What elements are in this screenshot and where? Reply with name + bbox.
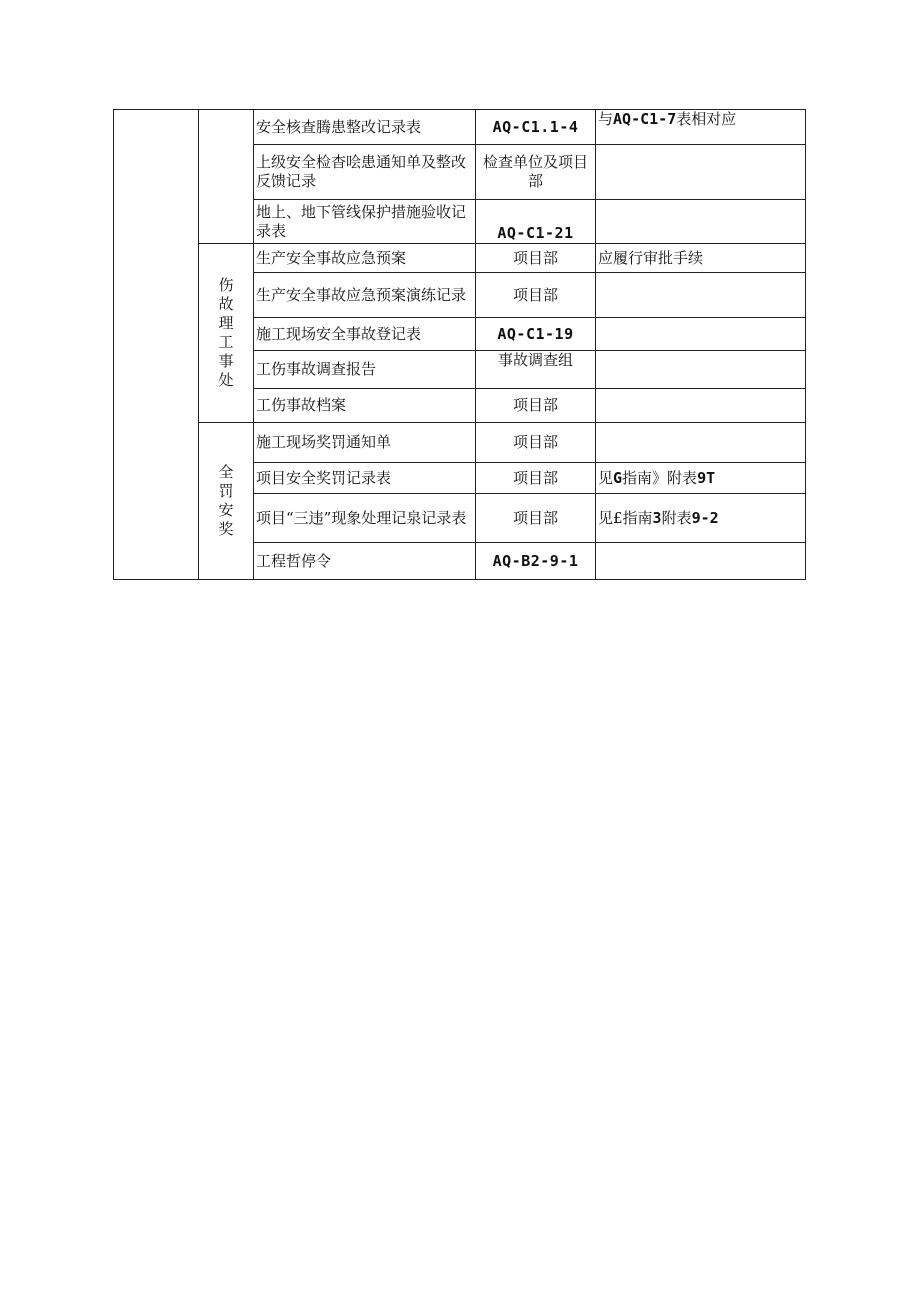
record-code bbox=[476, 318, 596, 351]
note-middle: 附表 bbox=[661, 508, 692, 527]
record-note bbox=[596, 389, 806, 423]
record-code bbox=[476, 110, 596, 145]
note-suffix: 表相对应 bbox=[676, 110, 737, 128]
category-cell-accident bbox=[199, 244, 254, 423]
record-note bbox=[596, 423, 806, 463]
record-code: 事故调查组 bbox=[476, 351, 596, 389]
note-code-2: 9T bbox=[697, 468, 716, 487]
record-code-value: AQ-C1-21 bbox=[497, 224, 574, 242]
note-code: AQ-C1-7 bbox=[613, 110, 677, 128]
record-name: 施工现场奖罚通知单 bbox=[254, 423, 476, 463]
record-code-value: AQ-C1-19 bbox=[497, 324, 574, 343]
record-name: 地上、地下管线保护措施验收记录表 bbox=[254, 200, 476, 244]
record-name: 工程哲停令 bbox=[254, 543, 476, 580]
record-name: 安全核查腾患整改记录表 bbox=[254, 110, 476, 145]
safety-records-table bbox=[113, 109, 806, 580]
note-code: G bbox=[613, 468, 623, 487]
note-prefix: 见 bbox=[598, 468, 614, 487]
record-code: 项目部 bbox=[476, 494, 596, 543]
record-name: 项目“三违”现象处理记泉记录表 bbox=[254, 494, 476, 543]
record-note bbox=[596, 351, 806, 389]
record-code: 项目部 bbox=[476, 423, 596, 463]
record-code bbox=[476, 200, 596, 244]
record-note bbox=[596, 318, 806, 351]
category-label-accident: 伤故理工事处 bbox=[218, 276, 234, 389]
record-note bbox=[596, 200, 806, 244]
record-note bbox=[596, 110, 806, 145]
record-code: 检查单位及项目部 bbox=[476, 145, 596, 200]
record-name: 施工现场安全事故登记表 bbox=[254, 318, 476, 351]
table-row bbox=[114, 423, 806, 463]
record-code: 项目部 bbox=[476, 244, 596, 273]
record-name: 工伤事故调查报告 bbox=[254, 351, 476, 389]
record-name: 生产安全事故应急预案 bbox=[254, 244, 476, 273]
note-middle: 指南》附表 bbox=[622, 468, 698, 487]
record-note bbox=[596, 494, 806, 543]
note-code-2: 9-2 bbox=[691, 508, 719, 527]
note-prefix: 见£指南 bbox=[598, 508, 653, 527]
record-note bbox=[596, 145, 806, 200]
record-code: 项目部 bbox=[476, 273, 596, 318]
category-label-reward: 全罚安奖 bbox=[218, 463, 234, 538]
record-name: 上级安全检杳哙患通知单及整改反馈记录 bbox=[254, 145, 476, 200]
record-name: 工伤事故档案 bbox=[254, 389, 476, 423]
record-note bbox=[596, 273, 806, 318]
table-row bbox=[114, 244, 806, 273]
record-code: 项目部 bbox=[476, 389, 596, 423]
table-row bbox=[114, 110, 806, 145]
record-note: 应履行审批手续 bbox=[596, 244, 806, 273]
record-code bbox=[476, 543, 596, 580]
record-code-value: AQ-C1.1-4 bbox=[492, 117, 579, 136]
record-note bbox=[596, 543, 806, 580]
outer-category-cell bbox=[114, 110, 199, 580]
record-name: 生产安全事故应急预案演练记录 bbox=[254, 273, 476, 318]
note-code: 3 bbox=[652, 508, 662, 527]
note-prefix: 与 bbox=[598, 110, 614, 128]
category-cell-reward bbox=[199, 423, 254, 580]
record-note bbox=[596, 463, 806, 494]
record-code: 项目部 bbox=[476, 463, 596, 494]
record-name: 项目安全奖罚记录表 bbox=[254, 463, 476, 494]
category-cell-inspection bbox=[199, 110, 254, 244]
record-code-value: AQ-B2-9-1 bbox=[492, 551, 579, 570]
